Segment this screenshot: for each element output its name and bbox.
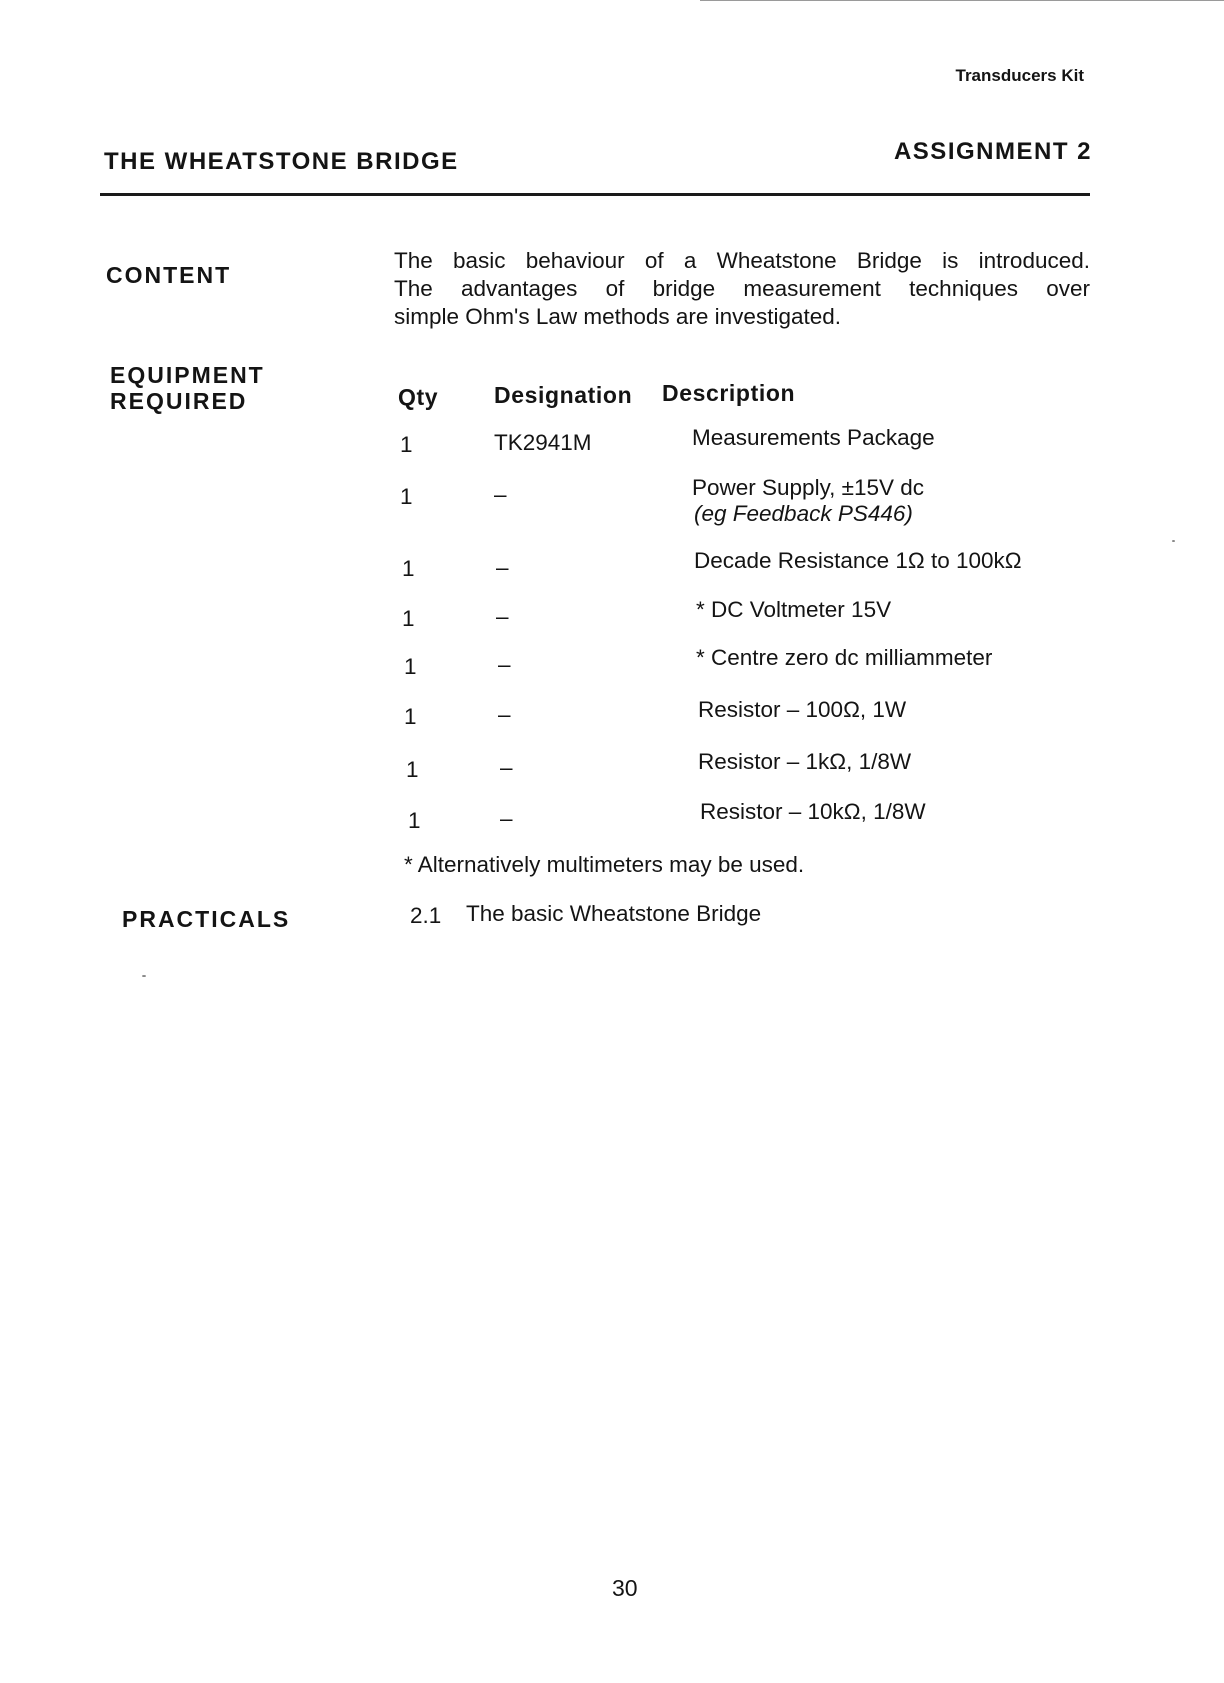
row-description: Power Supply, ±15V dc [692, 475, 925, 500]
row-qty: 1 [404, 654, 417, 679]
practical-title: The basic Wheatstone Bridge [466, 901, 762, 926]
content-line: The basic behaviour of a Wheatstone Bridge is introduced. [394, 248, 1090, 273]
scan-speck [1172, 540, 1175, 542]
row-qty: 1 [402, 556, 415, 581]
content-line: simple Ohm's Law methods are investigated. [394, 304, 842, 329]
practical-number: 2.1 [410, 903, 442, 928]
row-qty: 1 [402, 606, 415, 631]
header-rule [100, 193, 1090, 196]
scan-edge-line [700, 0, 1224, 1]
row-description: * DC Voltmeter 15V [696, 597, 892, 622]
row-description: * Centre zero dc milliammeter [696, 645, 993, 670]
row-designation: – [500, 755, 513, 780]
column-header-description: Description [662, 380, 796, 406]
row-designation: – [496, 604, 509, 629]
row-qty: 1 [400, 484, 413, 509]
practicals-label: PRACTICALS [122, 906, 291, 932]
equipment-label-line2: REQUIRED [110, 388, 248, 414]
content-label: CONTENT [106, 262, 232, 288]
row-qty: 1 [408, 808, 421, 833]
equipment-label [110, 362, 265, 414]
row-description: Decade Resistance 1Ω to 100kΩ [694, 548, 1022, 573]
row-description: Resistor – 100Ω, 1W [698, 697, 907, 722]
row-description: Resistor – 1kΩ, 1/8W [698, 749, 912, 774]
row-designation: – [498, 702, 511, 727]
row-description: Resistor – 10kΩ, 1/8W [700, 799, 926, 824]
kit-label: Transducers Kit [955, 66, 1084, 85]
column-header-qty: Qty [398, 384, 439, 410]
equipment-footnote: * Alternatively multimeters may be used. [404, 852, 805, 877]
row-designation: – [500, 806, 513, 831]
row-description-note: (eg Feedback PS446) [694, 501, 913, 526]
row-qty: 1 [404, 704, 417, 729]
row-designation: TK2941M [494, 430, 592, 455]
row-qty: 1 [400, 432, 413, 457]
row-designation: – [498, 652, 511, 677]
content-line: The advantages of bridge measurement techniques over [394, 276, 1090, 301]
row-designation: – [494, 482, 507, 507]
column-header-designation: Designation [494, 382, 633, 408]
assignment-label: ASSIGNMENT 2 [893, 138, 1092, 165]
row-description: Measurements Package [692, 425, 935, 450]
page-number: 30 [612, 1575, 638, 1601]
content-paragraph [394, 247, 1090, 331]
row-designation: – [496, 555, 509, 580]
row-qty: 1 [406, 757, 419, 782]
scan-speck [142, 975, 146, 977]
equipment-label-line1: EQUIPMENT [110, 362, 265, 388]
section-title: THE WHEATSTONE BRIDGE [104, 148, 459, 175]
